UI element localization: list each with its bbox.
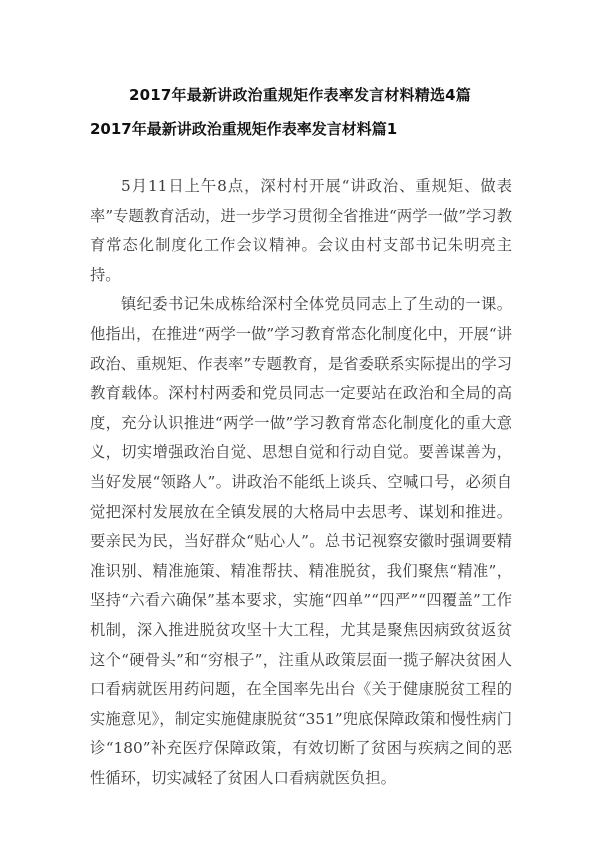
paragraph: 镇纪委书记朱成栋给深村全体党员同志上了生动的一课。他指出，在推进“两学一做”学习教育常态化制度化中，开展“讲政治、重规矩、作表率”专题教育，是省委联系实际提出的学习教育载体。深村村两委和党员同志一定要站在政治和全局的高度，充分认识推进“两学一做”学习教育常态化制度化的重大意义，切实增强政治自觉、思想自觉和行动自觉。要善谋善为，当好发展“领路人”。讲政治不能纸上谈兵、空喊口号，必须自觉把深村发展放在全镇发展的大格局中去思考、谋划和推进。要亲民为民，当好群众“贴心人”。总书记视察安徽时强调要精准识别、精准施策、精准帮扶、精准脱贫，我们聚焦“精准”，坚持“六看六确保”基本要求，实施“四单”“四严”“四覆盖”工作机制，深入推进脱贫攻坚十大工程，尤其是聚焦因病致贫返贫这个“硬骨头”和“穷根子”，注重从政策层面一揽子解决贫困人口看病就医用药问题，在全国率先出台《关于健康脱贫工程的实施意见》，制定实施健康脱贫“351”兜底保障政策和慢性病门诊“180”补充医疗保障政策，有效切断了贫困与疾病之间的恶性循环，切实减轻了贫困人口看病就医负担。 <box>90 295 512 787</box>
section-heading: 2017年最新讲政治重规矩作表率发言材料篇1 <box>90 120 398 138</box>
document-body <box>90 172 512 793</box>
paragraph: 5月11日上午8点，深村村开展“讲政治、重规矩、做表率”专题教育活动，进一步学习贯彻全省推进“两学一做”学习教育常态化制度化工作会议精神。会议由村支部书记朱明亮主持。 <box>90 177 512 284</box>
document-title: 2017年最新讲政治重规矩作表率发言材料精选4篇 <box>129 86 471 104</box>
